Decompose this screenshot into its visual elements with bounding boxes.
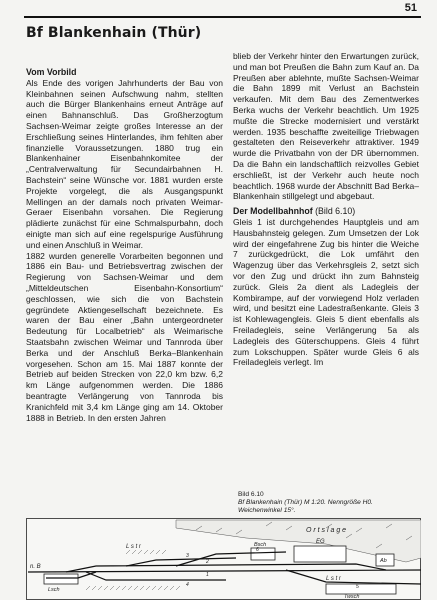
- right-column: [233, 51, 419, 368]
- label-twsch: Twsch: [344, 594, 360, 600]
- track-number: 4: [186, 582, 189, 588]
- track-number: 3: [186, 553, 189, 559]
- building-eg: [294, 546, 346, 562]
- label-ortslage: O r t s l a g e: [306, 527, 347, 534]
- label-lstr-bottom: L s t r: [326, 576, 341, 582]
- paragraph: Als Ende des vorigen Jahrhunderts der Bau von Kleinbahnen seinen Aufschwung nahm, stellten auch die Bürger Blankenhains erneut Anträge auf einen Bahnanschluß. Das Großherzogtum Sachsen-Weimar zeigte großes Interesse an der Erschließung seines Hinterlandes, ihm fehlten aber finanzielle Voraussetzungen. 1880 trug ein Blankenhainer Eisenbahnkomitee der „Centralverwaltung für Secundairbahnen H. Bachstein“ seine Wünsche vor. 1881 wurden erste Projekte vorgelegt, die als Ausgangspunkt Mellingen an der damals noch privaten Weimar-Geraer Eisenbahn vorsahen. Die Regierung plädierte zunächst für eine Schmalspurbahn, doch einigte man sich auf eine regelspurige Ausführung und einen Anschluß in Weimar.: [26, 77, 223, 250]
- paragraph: blieb der Verkehr hinter den Erwartungen zurück, und man bot Preußen die Bahn zum Kauf an. Da Preußen aber ablehnte, mußte Sachsen-Weimar die Bahn 1899 mit Verlust an Bachstein verkaufen. Mit dem Bau des Zementwerkes Berka wuchs der Verkehr beachtlich. Um 1925 mußte die Strecke modernisiert und verstärkt werden. 1935 beschaffte zweiteilige Triebwagen gestalteten den Reiseverkehr attraktiver. 1949 wurde die Privatbahn von der DR übernommen. Da die Bahn ein landschaftlich reizvolles Gebiet erschließt, ist der Verkehr auch heute noch beachtlich. 1968 wurde der Abschnitt Bad Berka–Blankenhain stillgelegt und abgebaut.: [233, 51, 419, 202]
- building-bsch: [251, 548, 275, 560]
- left-column: [26, 67, 223, 423]
- label-lstr-top: L s t r: [126, 544, 141, 550]
- figure-caption: [238, 491, 418, 515]
- header-rule: [24, 16, 421, 18]
- section-heading-vorbild: Vom Vorbild: [26, 67, 77, 77]
- figure-number: Bild 6.10: [238, 491, 264, 498]
- label-lsch: Lsch: [48, 587, 60, 593]
- track-number: 5: [356, 584, 359, 590]
- caption-line: Weichenwinkel 15°.: [238, 507, 296, 514]
- label-direction: n. B: [30, 564, 41, 570]
- label-bsch: Bsch: [254, 542, 267, 548]
- track-number: 1: [206, 572, 209, 578]
- building-twsch: [326, 584, 396, 594]
- paragraph: 1882 wurden generelle Vorarbeiten begonnen und 1886 ein Bau- und Betriebsvertrag zwischen der Regierung von Sachsen-Weimar und dem „Mitteldeutschen Eisenbahn-Konsortium“ geschlossen, wie sich die von Bachstein gegründete Aktiengesellschaft bezeichnete. Es waren der Bau einer „Bahn untergeordneter Bedeutung für Localbetrieb“ als Weimarische Staatsbahn zwischen Weimar und Tannroda über Berka und der Anschluß Berka–Blankenhain vorgesehen. Schon am 15. Mai 1887 konnte der Betrieb auf beiden Strecken von 22,0 km bzw. 6,2 km Länge aufgenommen werden. Die 1886 beantragte Verlängerung von Tannroda bis Kranichfeld mit 3,4 km Länge ging am 14. Oktober 1888 in Betrieb. In den ersten Jahren: [26, 250, 223, 423]
- page-title: Bf Blankenhain (Thür): [26, 25, 202, 41]
- track-number: 2: [206, 559, 209, 565]
- paragraph: Gleis 1 ist durchgehendes Hauptgleis und am Hausbahnsteig gelegen. Zum Umsetzen der Lok wird der eingefahrene Zug bis hinter die Weiche 7 zurückgedrückt, die Lok umfährt den Wagenzug über das Verkehrsgleis 2, setzt sich vor den Zug und drückt ihn zum Bahnsteig zurück. Gleis 2a dient als Ladegleis der Kombirampe, auf der vorwiegend Holz verladen wird, und besitzt eine Ladestraßenkante. Gleis 3 ist Kohlewagengleis. Gleis 5 dient ebenfalls als Freiladegleis, seine Verlängerung 5a als Ladegleis des Güterschuppens. Gleis 4 führt zum Lokschuppen. Später wurde Gleis 6 als Freiladegleis verlegt. Im: [233, 216, 419, 368]
- heading-figure-ref: (Bild 6.10): [315, 206, 356, 217]
- section-heading-modellbahnhof: [233, 206, 419, 217]
- track-number: 6: [256, 547, 259, 553]
- caption-line: Bf Blankenhain (Thür) M 1:20. Nenngröße H0.: [238, 499, 373, 506]
- page-number: 51: [404, 2, 417, 14]
- heading-text: Der Modellbahnhof: [233, 206, 313, 217]
- label-ab: Ab: [380, 558, 387, 564]
- label-eg: EG: [316, 539, 325, 545]
- track-plan: [26, 518, 421, 600]
- building-lsch: [44, 574, 78, 584]
